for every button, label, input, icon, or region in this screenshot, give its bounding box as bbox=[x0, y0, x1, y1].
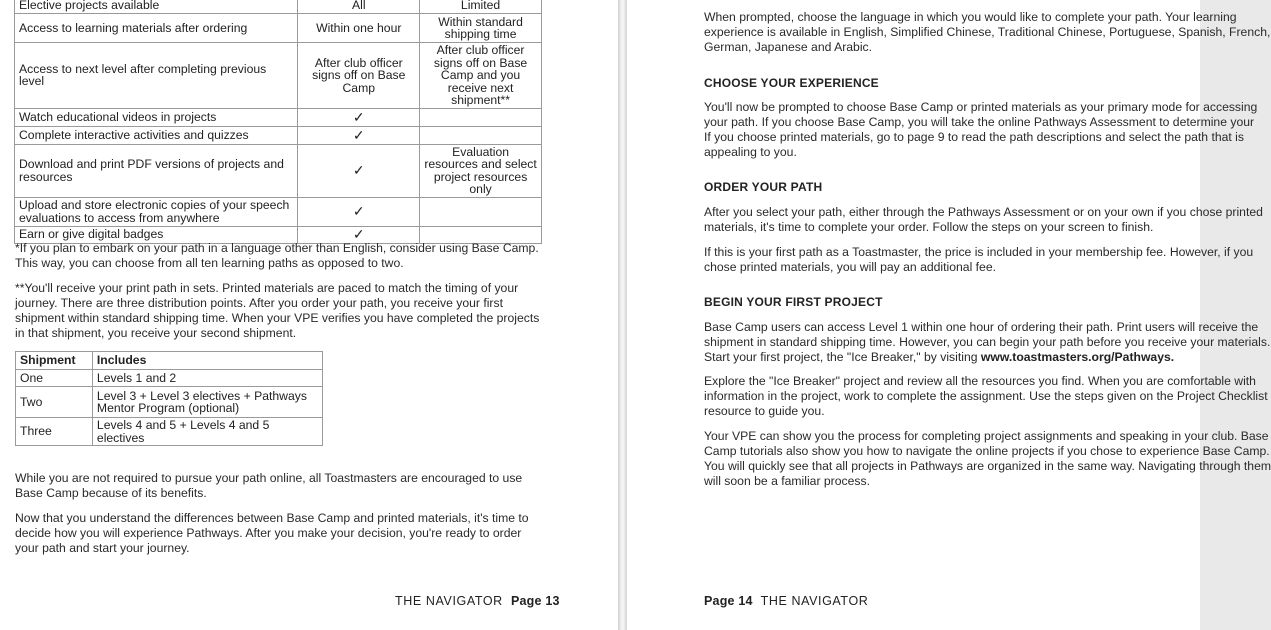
table-row bbox=[15, 108, 542, 126]
shipment-table bbox=[15, 351, 323, 446]
checkmark-icon: ✓ bbox=[298, 144, 420, 197]
printed-cell: Limited bbox=[420, 0, 542, 14]
printed-cell bbox=[420, 108, 542, 126]
checkmark-icon: ✓ bbox=[298, 226, 420, 243]
heading-order-path: ORDER YOUR PATH bbox=[704, 180, 823, 194]
base-camp-cell: After club officer signs off on Base Camp bbox=[298, 43, 420, 109]
feature-cell: Access to learning materials after ordering bbox=[15, 14, 298, 43]
table-row bbox=[15, 144, 542, 197]
comparison-table bbox=[14, 0, 542, 244]
table-row bbox=[16, 387, 323, 418]
checkmark-icon: ✓ bbox=[298, 108, 420, 126]
paragraph-next-steps: Now that you understand the differences between Base Camp and printed materials, it's time to decide how you will experience Pathways. After you make your decision, you're ready to order your path and start your journey. bbox=[15, 511, 529, 555]
feature-cell: Watch educational videos in projects bbox=[15, 108, 298, 126]
paragraph-ice-breaker: Explore the "Ice Breaker" project and review all the resources you find. When you are comfortable with information in the project, work to complete the assignment. Use the steps given on the Project Checklist resource to guide you. bbox=[704, 374, 1268, 418]
page-footer-right bbox=[704, 594, 868, 608]
paragraph-base-camp-benefits: While you are not required to pursue your path online, all Toastmasters are encouraged to use Base Camp because of its benefits. bbox=[15, 471, 523, 500]
printed-cell bbox=[420, 126, 542, 144]
page-number: Page 13 bbox=[510, 594, 560, 608]
column-header: Includes bbox=[92, 352, 322, 370]
feature-cell: Download and print PDF versions of projects and resources bbox=[15, 144, 298, 197]
includes-cell: Level 3 + Level 3 electives + Pathways Mentor Program (optional) bbox=[92, 387, 322, 418]
printed-cell: After club officer signs off on Base Camp and you receive next shipment** bbox=[420, 43, 542, 109]
feature-cell: Upload and store electronic copies of your speech evaluations to access from anywhere bbox=[15, 197, 298, 226]
paragraph-first-project: Base Camp users can access Level 1 within one hour of ordering their path. Print users will receive the shipment in standard shipping time. However, you can begin your path before you receive your materials. Start your first project, the "Ice Breaker," by visiting www.toastmasters.org/Pathways. bbox=[704, 320, 1271, 364]
column-header: Shipment bbox=[16, 352, 93, 370]
table-row bbox=[16, 418, 323, 446]
printed-cell: Evaluation resources and select project resources only bbox=[420, 144, 542, 197]
printed-cell bbox=[420, 197, 542, 226]
feature-cell: Earn or give digital badges bbox=[15, 226, 298, 243]
paragraph-membership-fee: If this is your first path as a Toastmaster, the price is included in your membership fee. However, if you chose printed materials, you will pay an additional fee. bbox=[704, 245, 1254, 274]
heading-first-project: BEGIN YOUR FIRST PROJECT bbox=[704, 295, 883, 309]
intro-paragraph: When prompted, choose the language in which you would like to complete your path. Your learning experience is available in English, Simplified Chinese, Traditional Chinese, Portuguese, Spanish, French, German, Japanese and Arabic. bbox=[704, 10, 1271, 54]
footnote-shipments: **You'll receive your print path in sets. Printed materials are paced to match the timing of your journey. There are three distribution points. After you order your path, you receive your first shipment within standard shipping time. When your VPE verifies you have completed the projects in that shipment, you receive your second shipment. bbox=[15, 281, 540, 340]
table-row bbox=[15, 197, 542, 226]
base-camp-cell: All bbox=[298, 0, 420, 14]
paragraph-order-path: After you select your path, either through the Pathways Assessment or on your own if you chose printed materials, it's time to complete your order. Follow the steps on your screen to finish. bbox=[704, 205, 1263, 234]
checkmark-icon: ✓ bbox=[298, 126, 420, 144]
publication-title: THE NAVIGATOR bbox=[395, 594, 503, 608]
shipment-cell: Two bbox=[16, 387, 93, 418]
table-row bbox=[15, 126, 542, 144]
includes-cell: Levels 1 and 2 bbox=[92, 370, 322, 387]
feature-cell: Elective projects available bbox=[15, 0, 298, 14]
paragraph-choose-experience: You'll now be prompted to choose Base Camp or printed materials as your primary mode for accessing your path. If you choose Base Camp, you will take the online Pathways Assessment to determine your If you choose printed materials, go to page 9 to read the path descriptions and select the path that is appealing to you. bbox=[704, 100, 1258, 159]
table-row bbox=[15, 0, 542, 14]
checkmark-icon: ✓ bbox=[298, 197, 420, 226]
footnote-language: *If you plan to embark on your path in a language other than English, consider using Base Camp. This way, you can choose from all ten learning paths as opposed to two. bbox=[15, 241, 539, 270]
publication-title: THE NAVIGATOR bbox=[760, 594, 869, 608]
paragraph-vpe: Your VPE can show you the process for completing project assignments and speaking in your club. Base Camp tutorials also show you how to navigate the online projects if you chose to experience Base Camp. You will quickly see that all projects in Pathways are organized in the same way. Navigating through them will soon be a familiar process. bbox=[704, 429, 1271, 488]
table-row bbox=[15, 14, 542, 43]
feature-cell: Access to next level after completing previous level bbox=[15, 43, 298, 109]
right-page bbox=[627, 0, 1271, 630]
pathways-link[interactable]: www.toastmasters.org/Pathways. bbox=[980, 350, 1175, 364]
table-header-row bbox=[16, 352, 323, 370]
page-footer-left bbox=[395, 594, 560, 608]
includes-cell: Levels 4 and 5 + Levels 4 and 5 electives bbox=[92, 418, 322, 446]
table-row bbox=[16, 370, 323, 387]
heading-choose-experience: CHOOSE YOUR EXPERIENCE bbox=[704, 76, 879, 90]
left-page bbox=[0, 0, 618, 630]
base-camp-cell: Within one hour bbox=[298, 14, 420, 43]
shipment-cell: Three bbox=[16, 418, 93, 446]
page-number: Page 14 bbox=[704, 594, 753, 608]
book-gutter bbox=[618, 0, 627, 630]
table-row bbox=[15, 43, 542, 109]
printed-cell: Within standard shipping time bbox=[420, 14, 542, 43]
feature-cell: Complete interactive activities and quizzes bbox=[15, 126, 298, 144]
shipment-cell: One bbox=[16, 370, 93, 387]
